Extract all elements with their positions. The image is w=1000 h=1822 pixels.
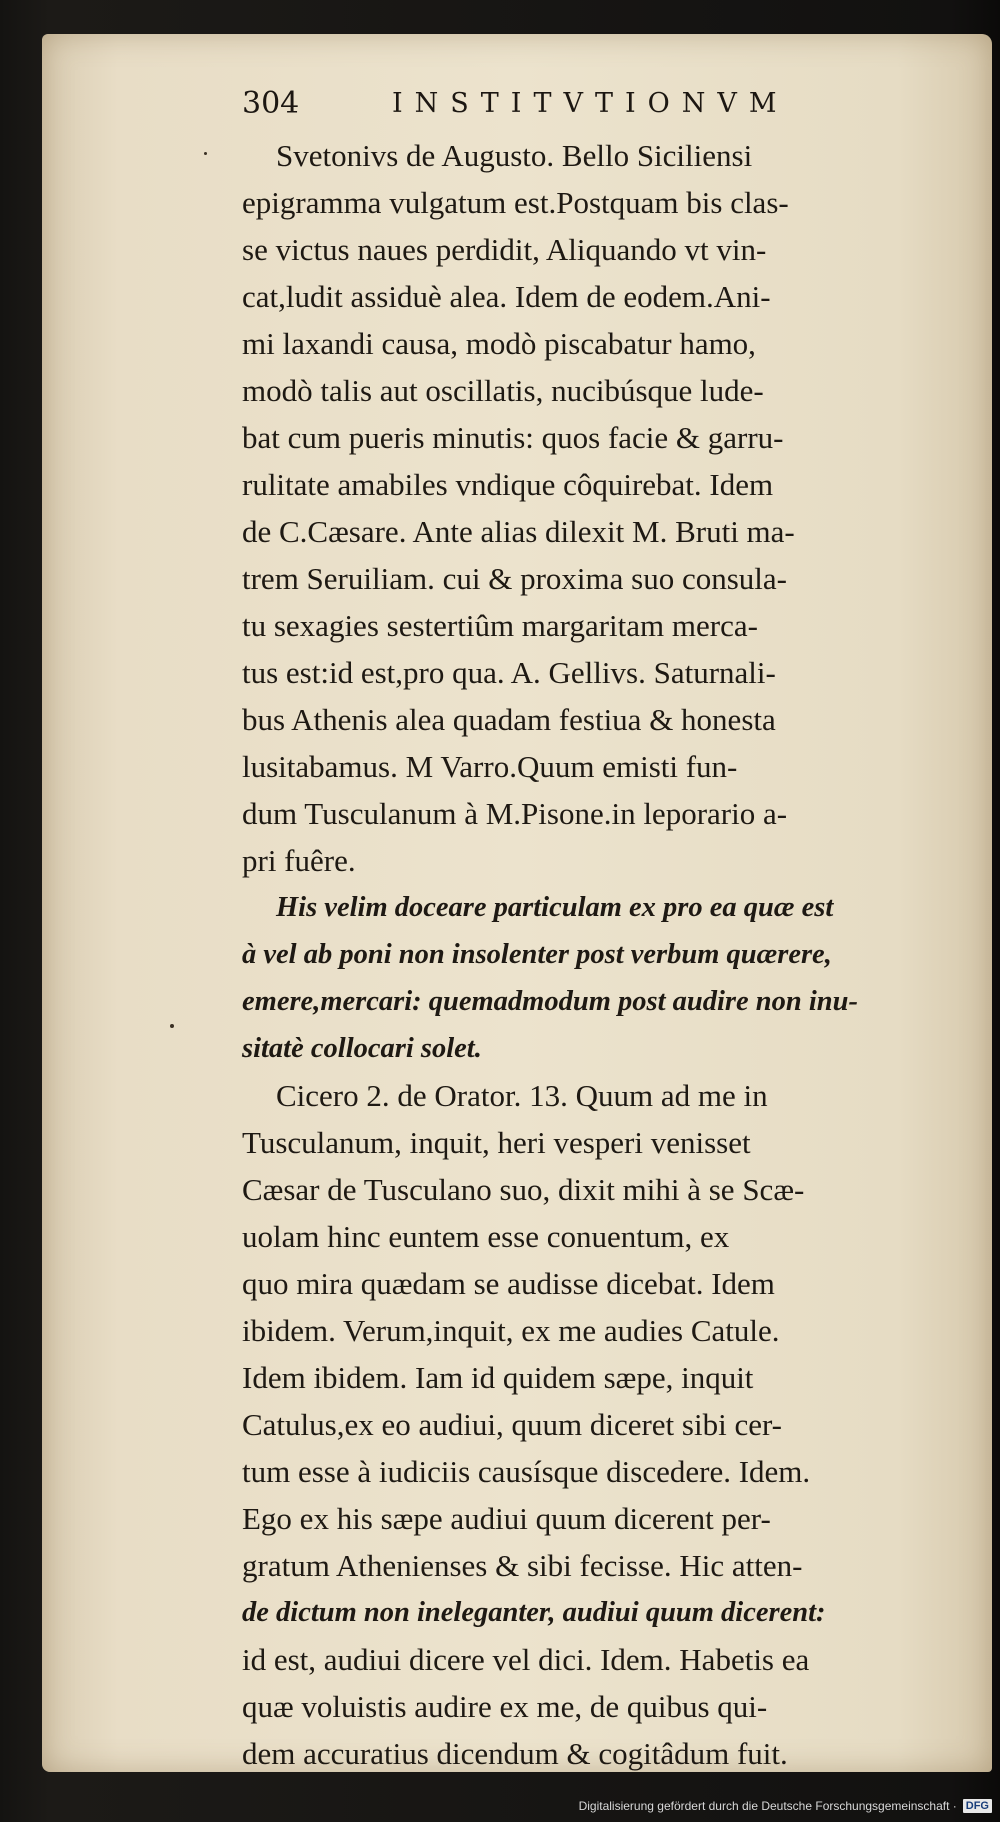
text-line: se victus naues perdidit, Aliquando vt vin-: [242, 232, 767, 267]
text-line: quæ voluistis audire ex me, de quibus qui-: [242, 1689, 768, 1724]
text-line: tu sexagies sestertiûm margaritam merca-: [242, 608, 758, 643]
text-line: rulitate amabiles vndique côquirebat. Idem: [242, 467, 774, 502]
text-line: à vel ab poni non insolenter post verbum quærere,: [242, 939, 832, 970]
text-line: Catulus,ex eo audiui, quum diceret sibi cer-: [242, 1407, 783, 1442]
book-page: [42, 34, 992, 1772]
text-line: cat,ludit assiduè alea. Idem de eodem.Ani-: [242, 279, 771, 314]
text-line: Cæsar de Tusculano suo, dixit mihi à se Scæ-: [242, 1172, 805, 1207]
text-line: emere,mercari: quemadmodum post audire non inu-: [242, 986, 858, 1017]
body-text: [242, 132, 942, 1772]
text-line: tus est:id est,pro qua. A. Gellivs. Saturnali-: [242, 655, 776, 690]
text-line: dum Tusculanum à M.Pisone.in leporario a-: [242, 796, 788, 831]
text-line: modò talis aut oscillatis, nucibúsque lude-: [242, 373, 764, 408]
text-line: Cicero 2. de Orator. 13. Quum ad me in: [276, 1078, 768, 1113]
text-line: trem Seruiliam. cui & proxima suo consula-: [242, 561, 787, 596]
text-line: mi laxandi causa, modò piscabatur hamo,: [242, 326, 756, 361]
text-line: bus Athenis alea quadam festiua & honesta: [242, 702, 776, 737]
text-line: gratum Athenienses & sibi fecisse. Hic atten-: [242, 1548, 803, 1583]
text-line: id est, audiui dicere vel dici. Idem. Habetis ea: [242, 1642, 810, 1677]
page-number: 304: [242, 86, 300, 121]
text-line: uolam hinc euntem esse conuentum, ex: [242, 1219, 730, 1254]
dfg-logo-icon: DFG: [963, 1799, 992, 1813]
paper-speck: [170, 1024, 174, 1028]
text-line: quo mira quædam se audisse dicebat. Idem: [242, 1266, 775, 1301]
text-line: Ego ex his sæpe audiui quum dicerent per-: [242, 1501, 771, 1536]
text-line: bat cum pueris minutis: quos facie & garru-: [242, 420, 784, 455]
running-title: INSTITVTIONVM: [392, 88, 789, 119]
paper-speck: [204, 152, 207, 155]
text-lines: [242, 132, 942, 1772]
text-line: de dictum non ineleganter, audiui quum dicerent:: [242, 1597, 826, 1628]
text-line: epigramma vulgatum est.Postquam bis clas-: [242, 185, 789, 220]
text-line: dem accuratius dicendum & cogitâdum fuit.: [242, 1736, 788, 1771]
text-line: Idem ibidem. Iam id quidem sæpe, inquit: [242, 1360, 754, 1395]
digitization-footer: [579, 1796, 992, 1816]
text-line: de C.Cæsare. Ante alias dilexit M. Bruti ma-: [242, 514, 795, 549]
text-line: sitatè collocari solet.: [242, 1033, 482, 1064]
text-line: Svetonivs de Augusto. Bello Siciliensi: [276, 138, 753, 173]
text-line: ibidem. Verum,inquit, ex me audies Catule.: [242, 1313, 780, 1348]
text-line: lusitabamus. M Varro.Quum emisti fun-: [242, 749, 738, 784]
text-line: His velim doceare particulam ex pro ea quæ est: [276, 892, 834, 923]
text-line: pri fuêre.: [242, 843, 356, 878]
text-line: tum esse à iudiciis causísque discedere. Idem.: [242, 1454, 811, 1489]
text-line: Tusculanum, inquit, heri vesperi venisset: [242, 1125, 751, 1160]
funding-credit: Digitalisierung gefördert durch die Deutsche Forschungsgemeinschaft ·: [578, 1799, 957, 1813]
